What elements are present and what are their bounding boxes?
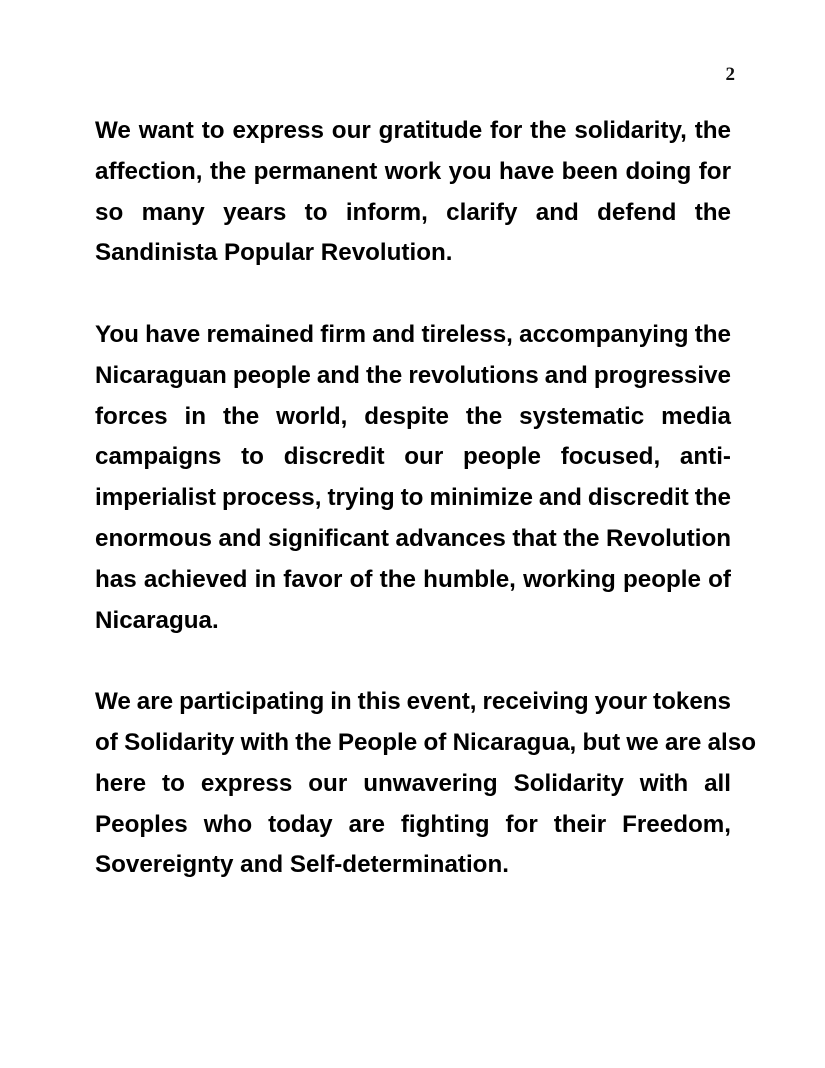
paragraph-2-line-3: forces in the world, despite the systematic media: [95, 402, 731, 430]
paragraph-1: [95, 111, 731, 274]
paragraph-1-line-4: Sandinista Popular Revolution.: [95, 239, 453, 267]
document-body: [95, 111, 756, 886]
paragraph-2-line-2: Nicaraguan people and the revolutions and progressive: [95, 361, 731, 389]
paragraph-1-line-3: so many years to inform, clarify and defend the: [95, 198, 731, 226]
page-number: 2: [725, 64, 735, 85]
paragraph-2-line-7: has achieved in favor of the humble, working people of: [95, 565, 731, 593]
paragraph-1-line-2: affection, the permanent work you have been doing for: [95, 157, 731, 185]
paragraph-1-line-1: We want to express our gratitude for the solidarity, the: [95, 117, 731, 144]
paragraph-2-line-6: enormous and significant advances that the Revolution: [95, 524, 731, 552]
paragraph-3-line-2: of Solidarity with the People of Nicaragua, but we are also: [95, 728, 756, 756]
paragraph-3-line-1: We are participating in this event, receiving your tokens: [95, 688, 731, 716]
paragraph-3-line-4: Peoples who today are fighting for their Freedom,: [95, 810, 731, 838]
paragraph-3: [95, 682, 756, 886]
paragraph-2-line-5: imperialist process, trying to minimize and discredit the: [95, 484, 731, 512]
paragraph-2-line-8: Nicaragua.: [95, 606, 219, 634]
paragraph-2-line-1: You have remained firm and tireless, accompanying the: [95, 320, 731, 348]
paragraph-2-line-4: campaigns to discredit our people focused, anti-: [95, 443, 731, 471]
paragraph-3-line-5: Sovereignty and Self-determination.: [95, 851, 509, 879]
paragraph-3-line-3: here to express our unwavering Solidarity with all: [95, 769, 731, 797]
paragraph-2: [95, 315, 731, 641]
